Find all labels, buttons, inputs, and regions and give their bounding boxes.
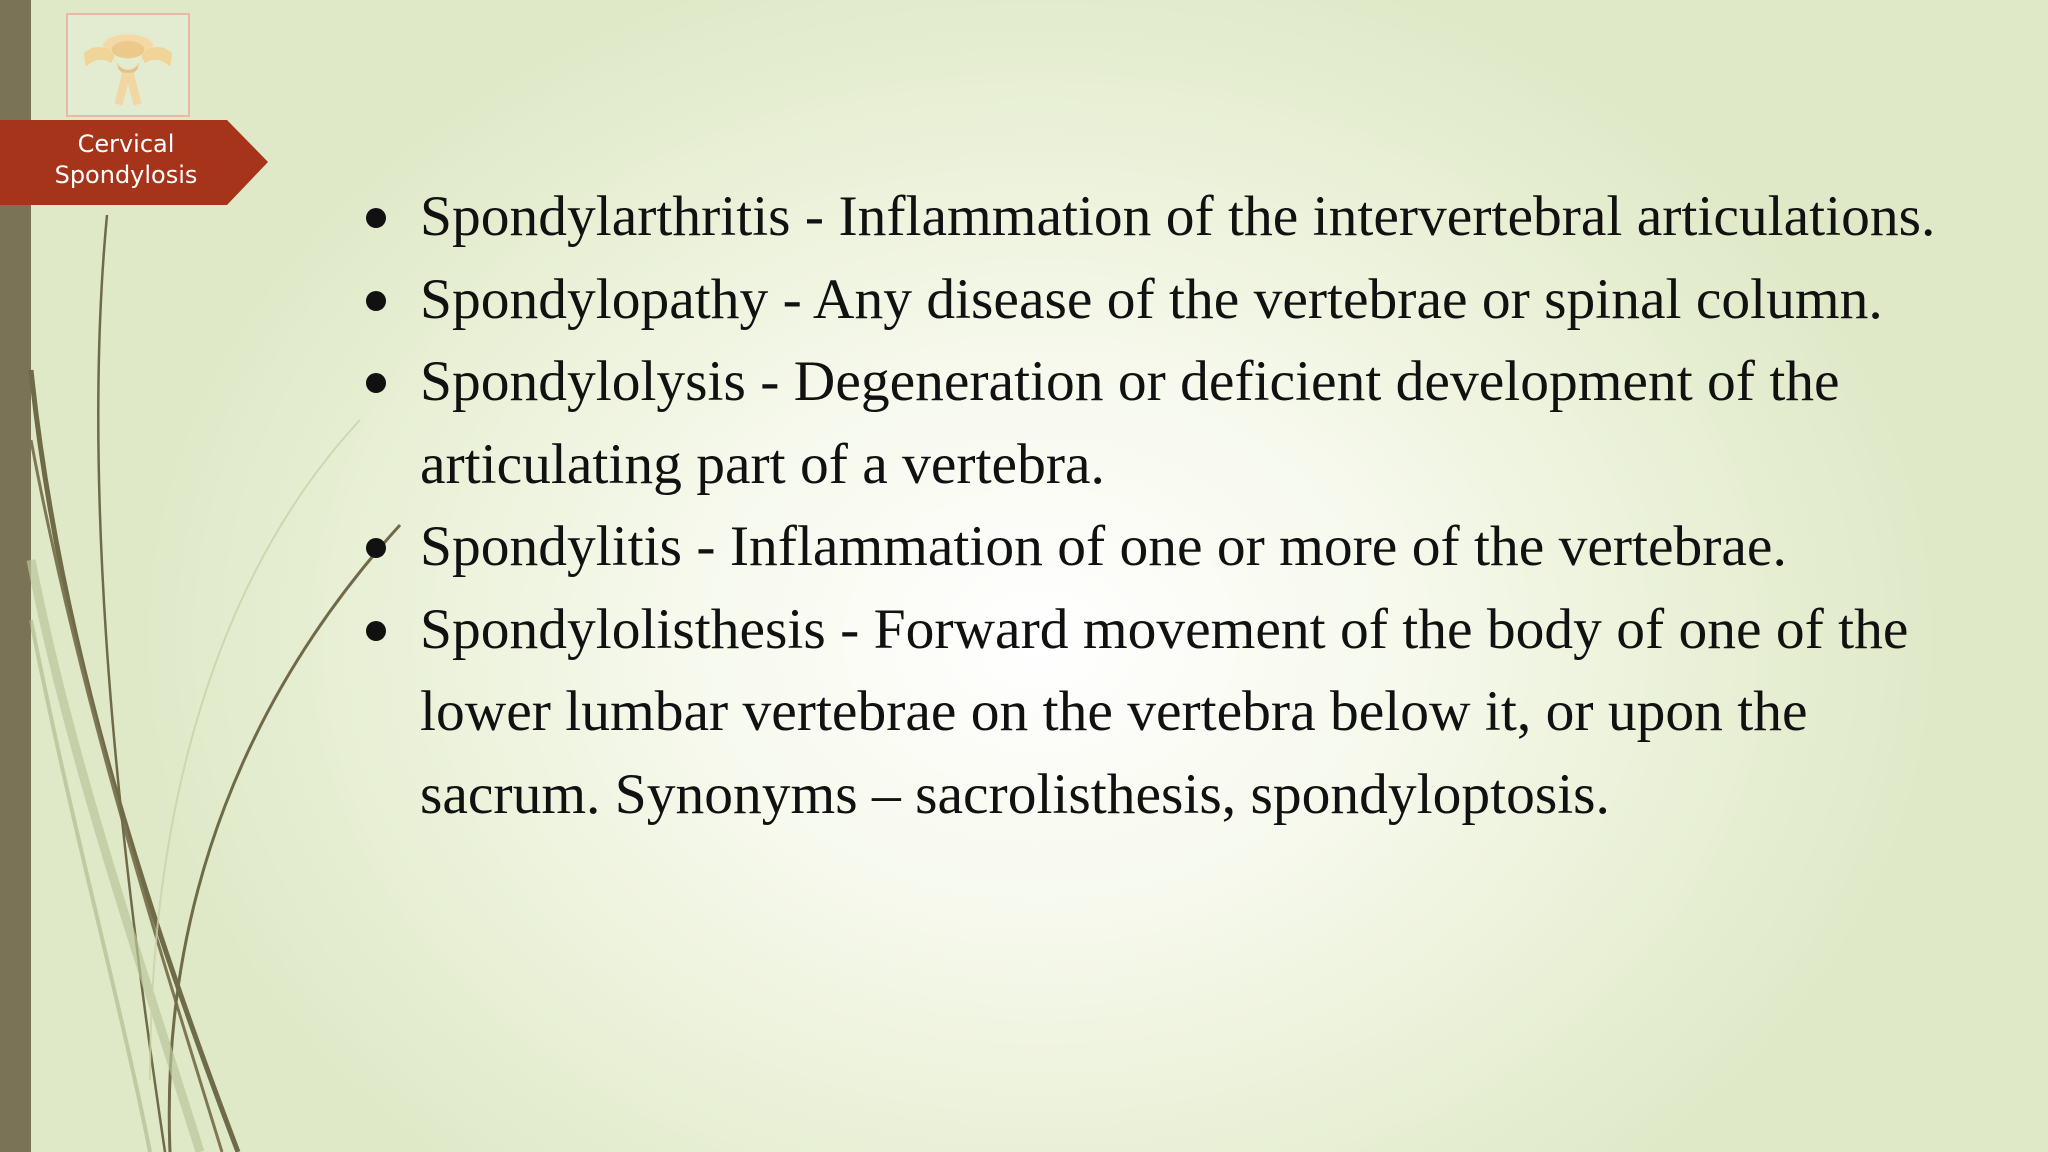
list-item [360,506,1980,589]
list-item [360,341,1980,506]
logo [66,13,190,117]
banner-line-2: Spondylosis [54,161,198,189]
list-item [360,589,1980,837]
section-banner [0,120,268,205]
list-item-text: Spondylitis - Inflammation of one or more of the vertebrae. [420,515,1787,578]
banner-line-1: Cervical [77,130,175,158]
list-item-text: Spondylolysis - Degeneration or deficient development of the articulating part of a vertebra. [420,350,1840,496]
definition-list [360,176,1980,836]
bullet-dot [366,538,386,558]
list-item [360,176,1980,259]
banner-title [0,129,252,191]
cervical-vertebra-icon [68,15,188,115]
bullet-dot [366,291,386,311]
list-item-text: Spondylolisthesis - Forward movement of the body of one of the lower lumbar vertebrae on the vertebra below it, or upon the sacrum. Synonyms – sacrolisthesis, spondyloptosis. [420,597,1909,826]
bullet-dot [366,373,386,393]
bullet-dot [366,621,386,641]
bullet-dot [366,208,386,228]
list-item-text: Spondylopathy - Any disease of the vertebrae or spinal column. [420,267,1883,331]
list-item-text: Spondylarthritis - Inflammation of the intervertebral articulations. [420,185,1936,248]
list-item [360,259,1980,342]
